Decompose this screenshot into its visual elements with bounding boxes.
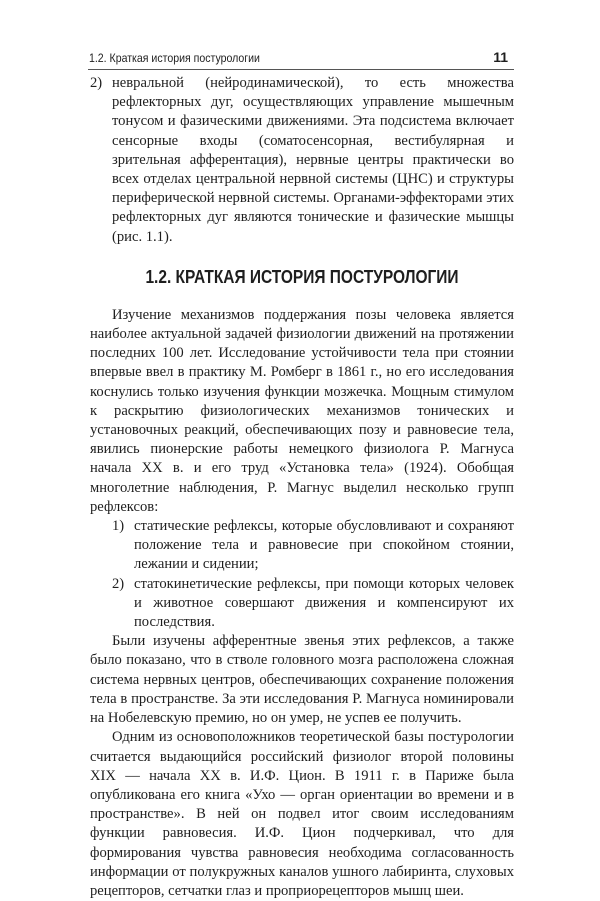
paragraph-cyon: Одним из основоположников теоретической базы постурологии считается выдающийся российский физиолог второй половины XIX — начала XX в. И.Ф. Цион. В 1911 г. в Париже была опубликована его книга «Ухо — орган ориентации во времени и в пространстве». В ней он подвел итог своим исследованиям функции равновесия. И.Ф. Цион подчеркивал, что для формирования чувства равновесия необходима согласованность информации от полукружных каналов ушного лабиринта, слуховых рецепторов, сетчатки глаз и проприорецепторов мышц шеи. — [90, 729, 514, 899]
list-item-static-reflexes — [112, 517, 514, 575]
paragraph-afferent-links: Были изучены афферентные звенья этих рефлексов, а также было показано, что в стволе головного мозга расположена сложная система нервных центров, обеспечивающих сохранение положения тела в пространстве. За эти исследования Р. Магнуса номинировали на Нобелевскую премию, но он умер, не успев ее получить. — [90, 633, 514, 727]
list-item-text: статокинетические рефлексы, при помощи которых человек и животное совершают движения и компенсируют их последствия. — [134, 575, 514, 631]
list-item-number: 1) — [112, 518, 125, 535]
list-item-text: невральной (нейродинамической), то есть множества рефлекторных дуг, осуществляющих управление мышечным тонусом и фазическими движениями. Эта подсистема включает сенсорные входы (соматосенсорная, вестибулярная и зрительная афферентация), нервные центры практически во всех отделах центральной нервной системы (ЦНС) и структуры периферической нервной системы. Органами-эффекторами этих рефлекторных дуг являются тонические и фазические мышцы (рис. 1.1). — [112, 75, 514, 245]
list-item-statokinetic-reflexes — [112, 575, 514, 633]
running-title: 1.2. Краткая история постурологии — [89, 51, 260, 65]
list-item-number: 2) — [90, 75, 103, 91]
list-item-text: статические рефлексы, которые обусловливают и сохраняют положение тела и равновесие при спокойном стоянии, лежании и сидении; — [134, 518, 514, 573]
reflex-list — [90, 517, 514, 632]
page-number: 11 — [493, 49, 508, 65]
list-item-neural-subsystem — [90, 74, 514, 247]
section-heading: 1.2. КРАТКАЯ ИСТОРИЯ ПОСТУРОЛОГИИ — [145, 266, 459, 287]
header-rule — [88, 69, 514, 70]
running-header — [88, 49, 514, 71]
page-body — [90, 74, 514, 901]
paragraph-posture-research: Изучение механизмов поддержания позы человека является наиболее актуальной задачей физиологии движений на протяжении последних 100 лет. Исследование устойчивости тела при стоянии впервые ввел в практику М. Ромберг в 1861 г., но его исследования коснулись только изучения функции мозжечка. Мощным стимулом к раскрытию физиологических механизмов тонических и установочных реакций, обеспечивающих позу и равновесие тела, явились пионерские работы немецкого физиолога Р. Магнуса начала XX в. и его труд «Установка тела» (1924). Обобщая многолетние наблюдения, Р. Магнус выделил несколько групп рефлексов: — [90, 306, 514, 515]
list-item-number: 2) — [112, 575, 125, 592]
